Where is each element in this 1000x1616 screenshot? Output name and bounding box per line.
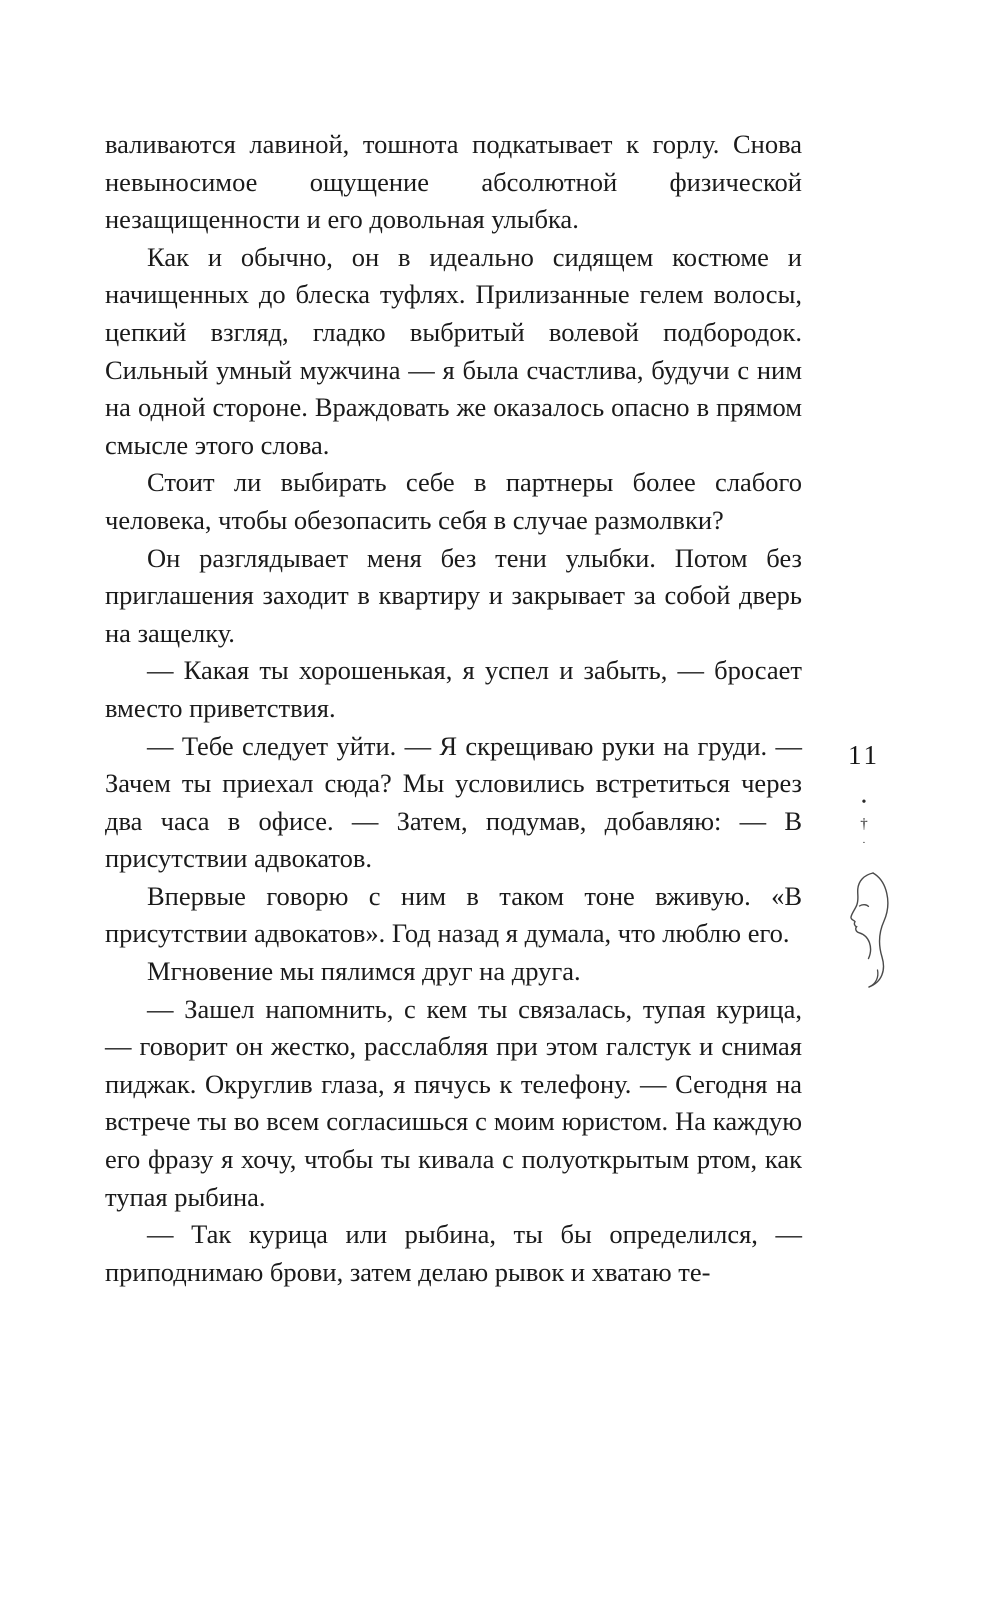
page-number: 11 [848,740,880,770]
paragraph: — Какая ты хорошенькая, я успел и забыть, — бросает вместо приветствия. [105,655,802,723]
paragraph: Впервые говорю с ним в таком тоне вживую. «В присутствии адвокатов». Год назад я думала, что люблю его. [105,880,802,949]
ornament-dagger-icon: † [860,816,868,832]
paragraph: Как и обычно, он в идеально сидящем костюме и начищенных до блеска туфлях. Прилизанные гелем волосы, цепкий взгляд, гладко выбритый волевой подбородок. Сильный умный мужчина — я была счастлива, будучи с ним на одной стороне. Враждовать же оказалось опасно в прямом смысле этого слова. [105,241,802,460]
paragraph: Он разглядывает меня без тени улыбки. Потом без приглашения заходит в квартиру и закрывает за собой дверь на защелку. [105,542,802,648]
paragraph: — Зашел напомнить, с кем ты связалась, тупая курица, — говорит он жестко, расслабляя при этом галстук и снимая пиджак. Округлив глаза, я пячусь к телефону. — Сегодня на встрече ты во всем согласишься с моим юристом. На каждую его фразу я хочу, чтобы ты кивала с полуоткрытым ртом, как тупая рыбина. [105,993,802,1212]
paragraph: Стоит ли выбирать себе в партнеры более слабого человека, чтобы обезопасить себя в случае размолвки? [105,467,802,535]
woman-profile-line-art-icon [828,867,900,995]
paragraph: Мгновение мы пялимся друг на друга. [147,956,581,987]
margin-ornament [828,793,900,851]
ornament-dot-top-icon: • [861,795,867,810]
paragraph: — Тебе следует уйти. — Я скрещиваю руки на груди. — Зачем ты приехал сюда? Мы условились встретиться через два часа в офисе. — Затем, подумав, добавляю: — В присутствии адвокатов. [105,730,802,874]
paragraph: — Так курица или рыбина, ты бы определился, — приподнимаю брови, затем делаю рывок и хватаю те- [105,1219,802,1287]
body-text [105,126,802,1291]
paragraph: валиваются лавиной, тошнота подкатывает к горлу. Снова невыносимое ощущение абсолютной физической незащищенности и его довольная улыбка. [105,129,802,235]
page-margin [828,740,900,995]
ornament-dot-bottom-icon: · [862,837,866,849]
